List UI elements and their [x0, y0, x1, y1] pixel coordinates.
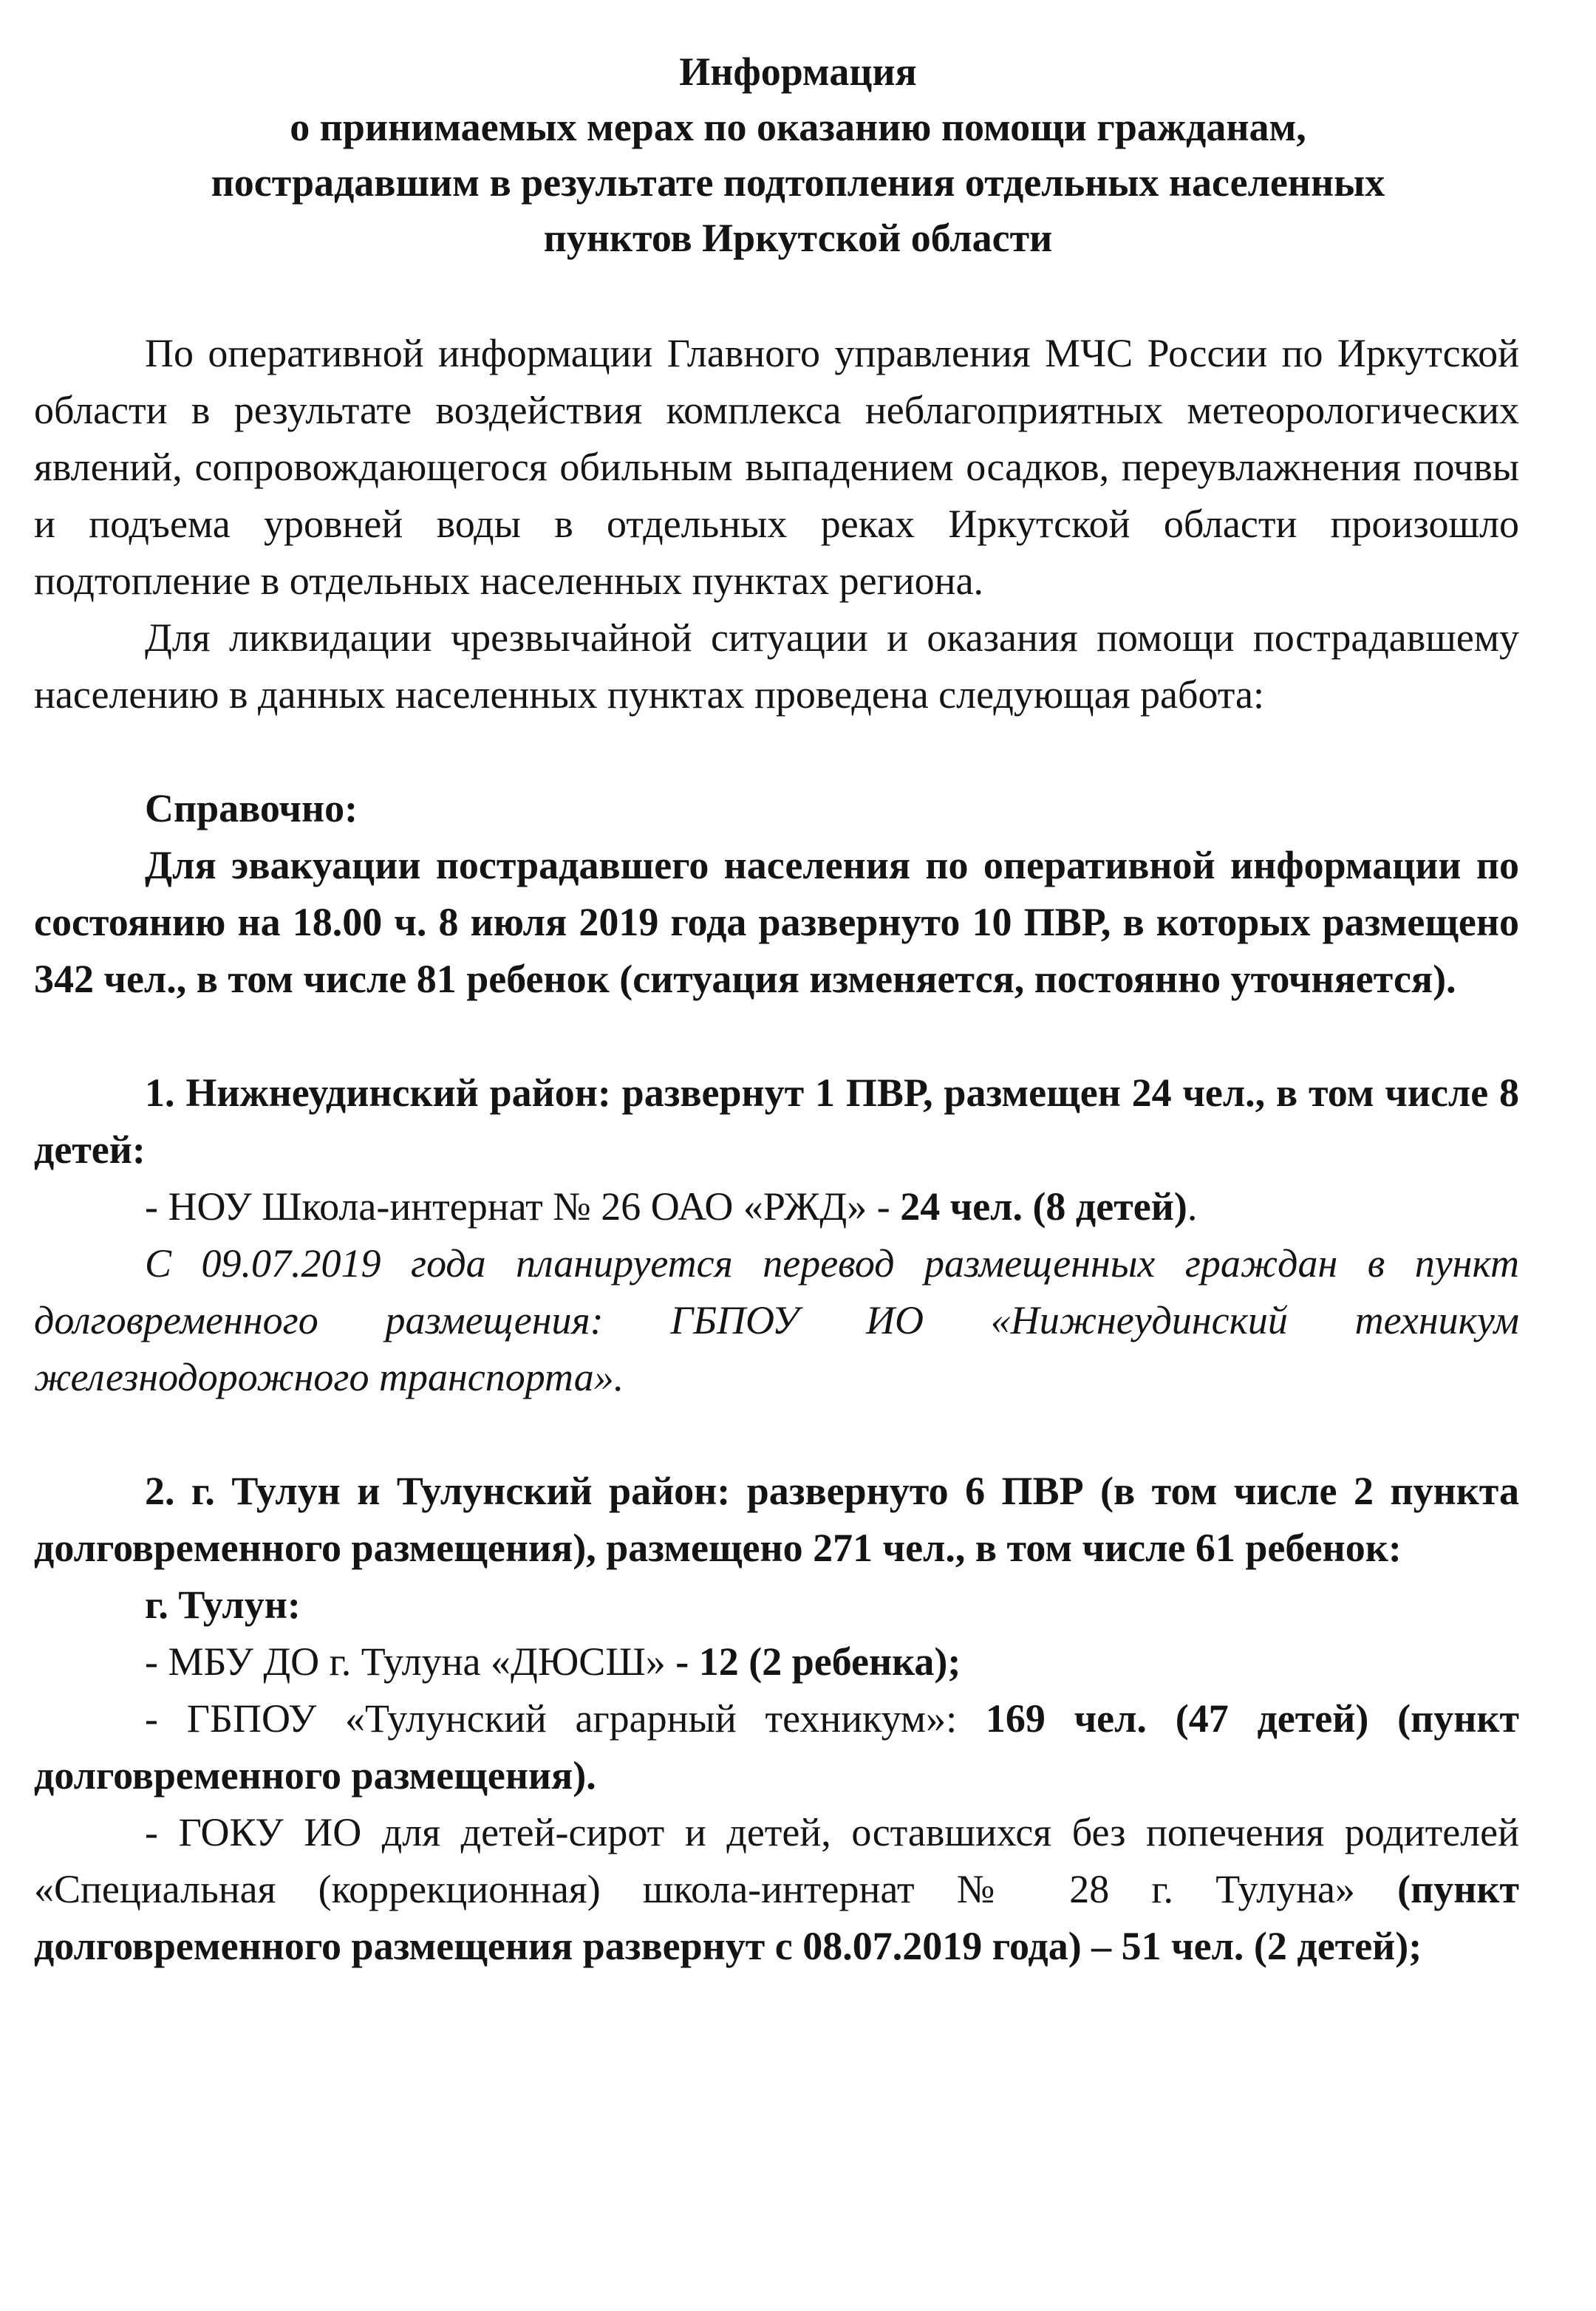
intro-paragraph-1: По оперативной информации Главного управления МЧС России по Иркутской области в результате воздействия комплекса неблагоприятных метеорологических явлений, сопровождающегося обильным выпадением осадков, переувлажнения почвы и подъема уровней воды в отдельных реках Иркутской области произошло подтопление в отдельных населенных пунктах региона.: [34, 331, 1519, 603]
reference-text: Для эвакуации пострадавшего населения по оперативной информации по состоянию на 18.00 ч. 8 июля 2019 года развернуто 10 ПВР, в которых размещено 342 чел., в том числе 81 ребенок (ситуация изменяется, постоянно уточняется).: [34, 843, 1519, 1001]
section-1-item-1-count: 24 чел. (8 детей): [900, 1184, 1187, 1229]
title-line-2: о принимаемых мерах по оказанию помощи гражданам,: [290, 105, 1306, 149]
section-2-item-1-text: - МБУ ДО г. Тулуна «ДЮСШ»: [145, 1639, 666, 1684]
section-2-item-3: [34, 1804, 1519, 1975]
section-1-item-1-text: - НОУ Школа-интернат № 26 ОАО «РЖД» -: [145, 1184, 890, 1229]
section-2-item-3-text: - ГОКУ ИО для детей-сирот и детей, оставшихся без попечения родителей «Специальная (коррекционная) школа-интернат № 28 г. Тулуна»: [34, 1810, 1519, 1911]
section-1-note: С 09.07.2019 года планируется перевод размещенных граждан в пункт долговременного размещения: ГБПОУ ИО «Нижнеудинский техникум железнодорожного транспорта».: [34, 1241, 1519, 1399]
title-line-3: пострадавшим в результате подтопления отдельных населенных: [211, 160, 1385, 205]
section-2-item-3-count: (пункт долговременного размещения развернут с 08.07.2019 года) – 51 чел. (2 детей);: [34, 1867, 1520, 1968]
section-2-city: г. Тулун:: [145, 1583, 301, 1627]
section-2-item-1: [34, 1634, 1519, 1690]
section-2-item-1-count: - 12 (2 ребенка);: [675, 1639, 961, 1684]
section-2-item-2-count: 169 чел. (47 детей) (пункт долговременного размещения).: [34, 1696, 1520, 1798]
title-line-1: Информация: [679, 50, 917, 94]
section-2-item-2: [34, 1690, 1519, 1804]
reference-heading: Справочно:: [145, 786, 358, 830]
title-line-4: пунктов Иркутской области: [543, 216, 1053, 260]
section-1-item-1: [34, 1178, 1519, 1235]
document-title: [30, 44, 1566, 266]
section-2-heading: 2. г. Тулун и Тулунский район: развернуто 6 ПВР (в том числе 2 пункта долговременного размещения), размещено 271 чел., в том числе 61 ребенок:: [34, 1469, 1519, 1570]
document-body: [34, 325, 1519, 1975]
section-2-item-2-text: - ГБПОУ «Тулунский аграрный техникум»:: [145, 1696, 958, 1741]
section-1-item-1-end: .: [1187, 1184, 1198, 1229]
intro-paragraph-2: Для ликвидации чрезвычайной ситуации и оказания помощи пострадавшему населению в данных населенных пунктах проведена следующая работа:: [34, 615, 1519, 717]
section-1-heading: 1. Нижнеудинский район: развернут 1 ПВР, размещен 24 чел., в том числе 8 детей:: [34, 1071, 1519, 1172]
